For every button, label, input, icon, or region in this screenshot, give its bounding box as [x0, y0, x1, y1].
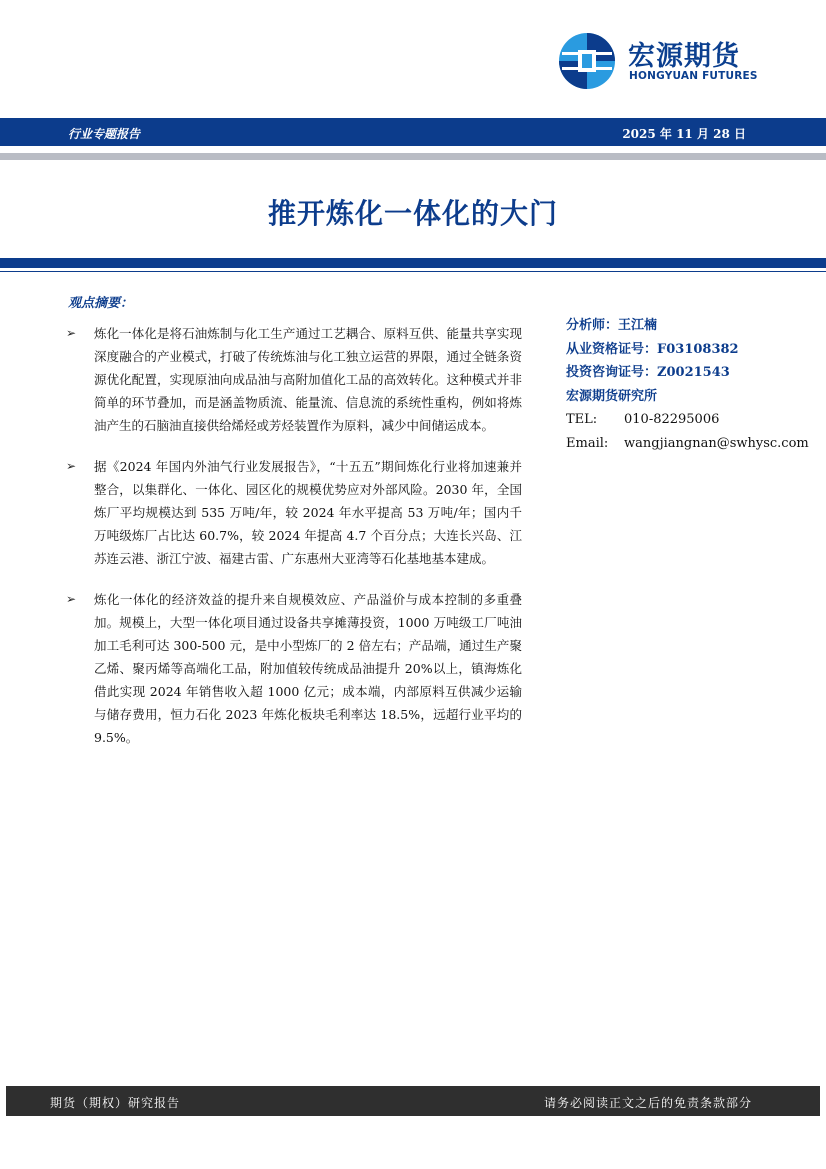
arrow-bullet-icon: ➢	[66, 459, 77, 473]
report-type: 行业专题报告	[68, 127, 141, 141]
arrow-bullet-icon: ➢	[66, 326, 77, 340]
analyst-qualification: 从业资格证号：F03108382	[566, 341, 739, 357]
hongyuan-logo-icon	[558, 32, 616, 90]
report-date: 2025 年 11 月 28 日	[622, 127, 746, 141]
summary-heading: 观点摘要：	[68, 296, 134, 311]
analyst-name: 分析师：王江楠	[566, 318, 658, 333]
email-value[interactable]: wangjiangnan@swhysc.com	[624, 435, 809, 451]
analyst-email	[566, 432, 816, 456]
footer-disclaimer-note: 请务必阅读正文之后的免责条款部分	[543, 1096, 752, 1110]
report-title: 推开炼化一体化的大门	[267, 197, 558, 230]
analyst-info	[566, 314, 816, 455]
company-logo	[558, 30, 768, 90]
logo-name-cn: 宏源期货	[628, 41, 740, 72]
bullet-text: 炼化一体化的经济效益的提升来自规模效应、产品溢价与成本控制的多重叠加。规模上，大型一体化项目通过设备共享摊薄投资，1000 万吨级工厂吨油加工毛利可达 300-500 元，是中小型炼厂的 2 倍左右；产品端，通过生产聚乙烯、聚丙烯等高端化工品，附加值较传统成品油提升 20%以上，镇海炼化借此实现 2024 年销售收入超 1000 亿元；成本端，内部原料互供减少运输与储存费用，恒力石化 2023 年炼化板块毛利率达 18.5%，远超行业平均的 9.5%。	[94, 592, 522, 745]
bullet-text: 据《2024 年国内外油气行业发展报告》，“十五五”期间炼化行业将加速兼并整合，以集群化、一体化、园区化的规模优势应对外部风险。2030 年，全国炼厂平均规模达到 535 万吨/年，较 2024 年水平提高 53 万吨/年；国内千万吨级炼厂占比达 60.7%，较 2024 年提高 4.7 个百分点；大连长兴岛、江苏连云港、浙江宁波、福建古雷、广东惠州大亚湾等石化基地基本建成。	[94, 459, 522, 566]
footer-left-text: 期货（期权）研究报告	[50, 1096, 181, 1110]
logo-name-en: HONGYUAN FUTURES	[629, 70, 758, 82]
summary-bullets	[66, 322, 522, 767]
title-divider	[0, 258, 826, 268]
tel-label: TEL:	[566, 412, 598, 427]
title-divider-thin	[0, 271, 826, 272]
page-footer	[6, 1086, 820, 1116]
header-divider	[0, 153, 826, 160]
analyst-consult-license: 投资咨询证号：Z0021543	[566, 365, 730, 380]
research-institute: 宏源期货研究所	[566, 388, 658, 404]
summary-bullet	[66, 322, 522, 437]
email-label: Email:	[566, 435, 609, 451]
analyst-tel	[566, 408, 816, 432]
bullet-text: 炼化一体化是将石油炼制与化工生产通过工艺耦合、原料互供、能量共享实现深度融合的产业模式，打破了传统炼油与化工独立运营的界限，通过全链条资源优化配置，实现原油向成品油与高附加值化工品的高效转化。这种模式并非简单的环节叠加，而是涵盖物质流、能量流、信息流的系统性重构，例如将炼油产生的石脑油直接供给烯烃或芳烃装置作为原料，减少中间储运成本。	[94, 326, 522, 433]
arrow-bullet-icon: ➢	[66, 592, 77, 606]
summary-bullet	[66, 588, 522, 749]
header-band	[0, 118, 826, 146]
summary-bullet	[66, 455, 522, 570]
tel-value: 010-82295006	[624, 412, 720, 427]
